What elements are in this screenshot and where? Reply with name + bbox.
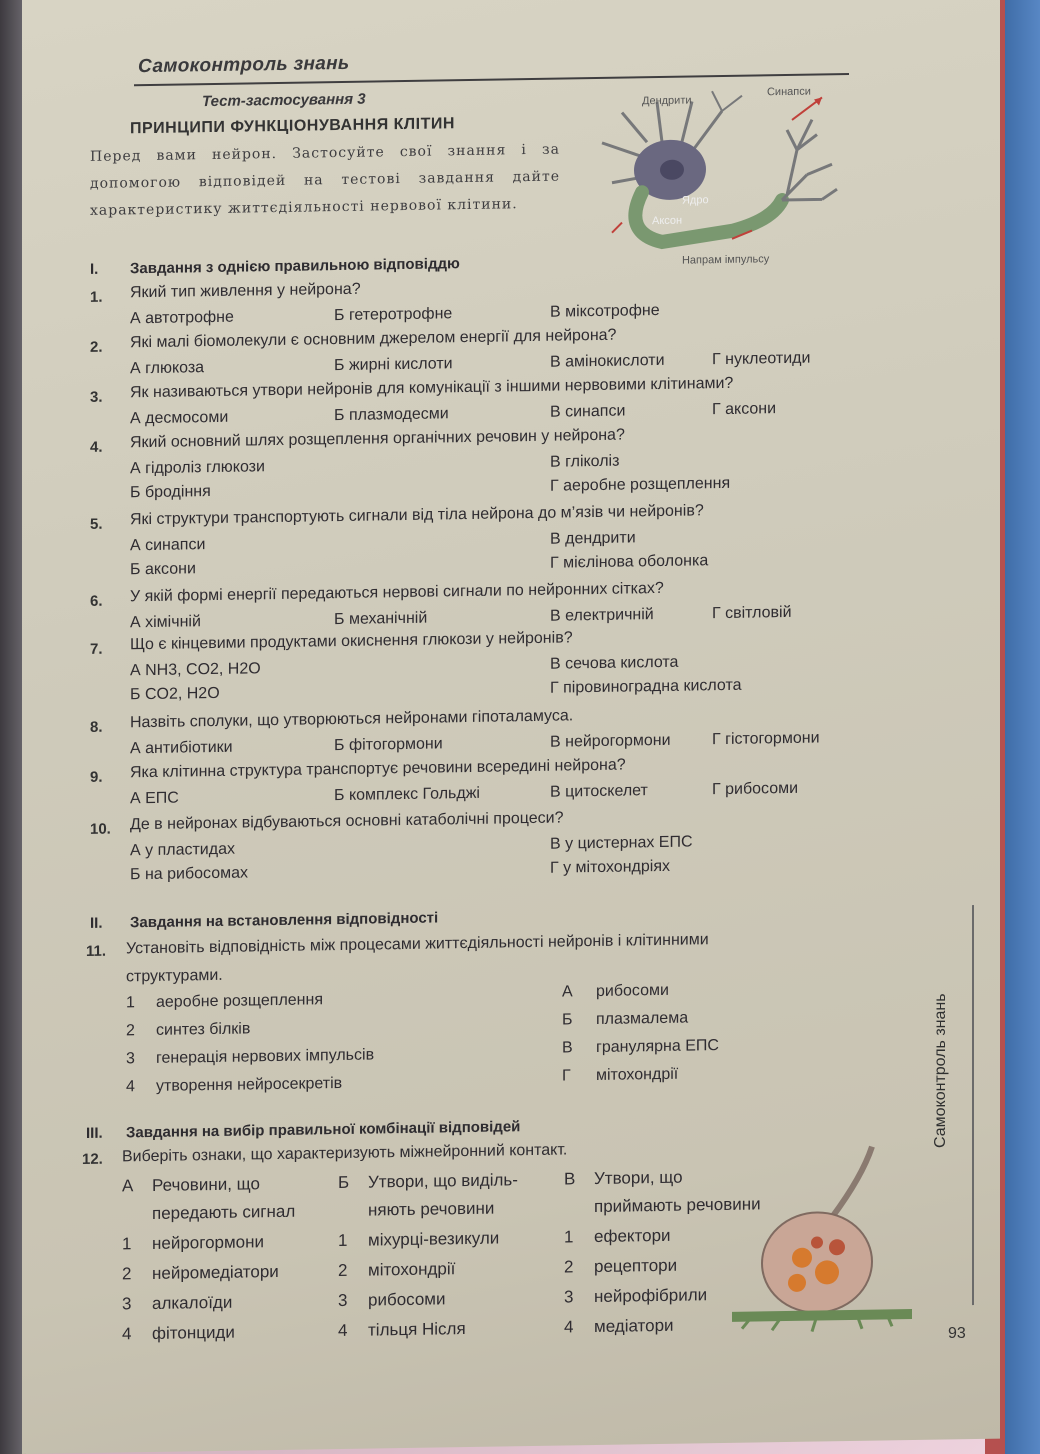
match-left-text: утворення нейросекретів [156, 1074, 343, 1095]
match-left-text: аеробне розщеплення [156, 991, 324, 1011]
book-cover-blue [1005, 0, 1040, 1454]
combo-item-text: алкалоїди [152, 1292, 233, 1313]
combo-item-number: 2 [564, 1257, 574, 1277]
answer-option-d: Г світловій [712, 603, 792, 623]
answer-option-b: Б жирні кислоти [334, 355, 453, 375]
answer-option-c: В електричній [550, 606, 654, 625]
topic-title: ПРИНЦИПИ ФУНКЦІОНУВАННЯ КЛІТИН [130, 115, 455, 138]
combo-column-heading: Речовини, що [152, 1174, 260, 1195]
match-right-text: мітохондрії [596, 1065, 679, 1084]
label-dendrites: Дендрити [642, 94, 692, 108]
match-right-text: рибосоми [596, 981, 669, 1000]
question-text: Які структури транспортують сигнали від тіла нейрона до м’язів чи нейронів? [130, 502, 704, 529]
combo-item-text: рибосоми [368, 1289, 446, 1310]
combo-item-number: 3 [564, 1287, 574, 1307]
q11-text-line2: структурами. [126, 966, 223, 986]
combo-item-text: нейрофібрили [594, 1285, 708, 1307]
match-left-number: 1 [126, 994, 135, 1012]
match-left-number: 2 [126, 1022, 135, 1040]
combo-item-number: 1 [122, 1234, 132, 1254]
question-text: Назвіть сполуки, що утворюються нейронами гіпоталамуса. [130, 707, 574, 732]
answer-option-b: Б аксони [130, 560, 196, 579]
question-text: Який основний шлях розщеплення органічних речовин у нейрона? [130, 426, 625, 452]
synapse-figure [722, 1136, 922, 1339]
combo-item-number: 1 [564, 1227, 574, 1247]
combo-item-number: 4 [122, 1324, 132, 1344]
sidebar-rule [972, 905, 974, 1305]
answer-option-d: Г у мітохондріях [550, 857, 670, 877]
answer-option-d: Г піровиноградна кислота [550, 676, 742, 697]
combo-column-letter: А [122, 1176, 134, 1196]
match-right-letter: А [562, 983, 573, 1001]
match-left-number: 3 [126, 1050, 135, 1068]
combo-item-text: нейрогормони [152, 1232, 265, 1253]
q12-number: 12. [82, 1150, 103, 1169]
answer-option-b: Б фітогормони [334, 735, 443, 755]
combo-item-text: фітонциди [152, 1322, 235, 1343]
answer-option-a: А у пластидах [130, 840, 235, 860]
answer-option-b: Б бродіння [130, 483, 211, 502]
question-text: Який тип живлення у нейрона? [130, 280, 361, 302]
question-number: 10. [90, 820, 111, 838]
neuron-figure [582, 79, 842, 273]
answer-option-a: А синапси [130, 536, 206, 555]
q11-number: 11. [86, 942, 107, 960]
label-axon: Аксон [652, 214, 683, 228]
answer-option-c: В міксотрофне [550, 301, 660, 321]
answer-option-a: А NH3, CO2, H2O [130, 660, 261, 680]
answer-option-c: В у цистернах ЕПС [550, 833, 693, 853]
answer-option-c: В цитоскелет [550, 782, 648, 801]
combo-column-heading: Утвори, що виділь- [368, 1170, 518, 1192]
combo-item-text: тільця Нісля [368, 1319, 466, 1340]
combo-column-letter: Б [338, 1172, 350, 1193]
match-right-letter: Б [562, 1011, 573, 1029]
match-left-text: синтез білків [156, 1020, 251, 1039]
match-left-text: генерація нервових імпульсів [156, 1046, 375, 1067]
part3-title: Завдання на вибір правильної комбінації відповідей [126, 1118, 521, 1142]
combo-item-number: 3 [338, 1290, 348, 1311]
question-number: 4. [90, 438, 103, 456]
question-text: Де в нейронах відбуваються основні катаболічні процеси? [130, 809, 564, 834]
answer-option-d: Г аеробне розщеплення [550, 474, 731, 495]
combo-item-number: 4 [564, 1317, 574, 1337]
question-number: 3. [90, 388, 103, 406]
match-right-letter: Г [562, 1067, 571, 1085]
match-left-number: 4 [126, 1078, 135, 1096]
answer-option-a: А десмосоми [130, 408, 229, 428]
intro-text: Перед вами нейрон. Застосуйте свої знання і за допомогою відповідей на тестові завдання дайте характеристику життєдіяльності нервової клітини. [90, 141, 560, 219]
question-number: 1. [90, 288, 103, 306]
answer-option-b: Б плазмодесми [334, 405, 449, 425]
part2-number: II. [90, 914, 103, 932]
combo-column-heading: Утвори, що [594, 1167, 683, 1189]
combo-item-text: міхурці-везикули [368, 1228, 500, 1250]
answer-option-c: В синапси [550, 402, 626, 421]
combo-column-heading: передають сигнал [152, 1201, 296, 1223]
label-nucleus: Ядро [682, 194, 709, 207]
answer-option-c: В нейрогормони [550, 731, 671, 751]
part1-title: Завдання з однією правильною відповіддю [130, 255, 460, 278]
answer-option-c: В сечова кислота [550, 653, 679, 673]
combo-column-heading: няють речовини [368, 1198, 495, 1220]
match-right-letter: В [562, 1039, 573, 1057]
answer-option-b: Б комплекс Гольджі [334, 784, 480, 805]
combo-item-text: медіатори [594, 1315, 674, 1337]
combo-item-text: ефектори [594, 1225, 671, 1247]
question-text: Яка клітинна структура транспортує речовини всередині нейрона? [130, 756, 626, 782]
answer-option-d: Г мієлінова оболонка [550, 552, 709, 572]
part3-number: III. [86, 1124, 103, 1142]
question-number: 9. [90, 768, 103, 786]
combo-column-heading: приймають речовини [594, 1194, 761, 1217]
combo-item-number: 2 [338, 1260, 348, 1281]
combo-item-number: 1 [338, 1230, 348, 1251]
answer-option-a: А хімічній [130, 613, 201, 632]
question-number: 8. [90, 718, 103, 736]
combo-item-number: 4 [338, 1320, 348, 1341]
answer-option-d: Г гістогормони [712, 729, 820, 749]
combo-item-number: 2 [122, 1264, 132, 1284]
answer-option-b: Б гетеротрофне [334, 305, 453, 325]
page-number: 93 [948, 1325, 966, 1342]
answer-option-a: А автотрофне [130, 308, 234, 328]
combo-column-letter: В [564, 1169, 576, 1189]
answer-option-a: А глюкоза [130, 359, 205, 378]
combo-item-text: нейромедіатори [152, 1261, 279, 1283]
answer-option-d: Г рибосоми [712, 779, 799, 799]
question-number: 6. [90, 592, 103, 610]
book-page [22, 0, 1000, 1454]
question-text: У якій формі енергії передаються нервові сигнали по нейронних сітках? [130, 579, 664, 606]
answer-option-d: Г аксони [712, 400, 777, 419]
test-label: Тест-застосування 3 [202, 90, 366, 111]
answer-option-a: А гідроліз глюкози [130, 458, 265, 478]
answer-option-c: В дендрити [550, 529, 636, 548]
answer-option-a: А ЕПС [130, 789, 179, 808]
combo-item-text: рецептори [594, 1255, 678, 1277]
match-right-text: плазмалема [596, 1009, 689, 1028]
answer-option-a: А антибіотики [130, 738, 233, 758]
combo-item-number: 3 [122, 1294, 132, 1314]
combo-item-text: мітохондрії [368, 1259, 456, 1280]
answer-option-b: Б на рибосомах [130, 864, 248, 884]
answer-option-d: Г нуклеотиди [712, 349, 811, 369]
q12-text: Виберіть ознаки, що характеризують міжнейронний контакт. [122, 1141, 568, 1166]
answer-option-b: Б CO2, H2O [130, 684, 220, 704]
q11-text-line1: Установіть відповідність між процесами життєдіяльності нейронів і клітинними [126, 931, 709, 958]
match-right-text: гранулярна ЕПС [596, 1037, 719, 1056]
label-synapses: Синапси [767, 85, 811, 99]
label-impulse-direction: Напрам імпульсу [682, 253, 770, 267]
question-text: Як називаються утвори нейронів для комунікації з іншими нервовими клітинами? [130, 374, 734, 402]
part2-title: Завдання на встановлення відповідності [130, 909, 439, 932]
answer-option-c: В гліколіз [550, 452, 620, 471]
question-text: Що є кінцевими продуктами окиснення глюкози у нейронів? [130, 629, 573, 654]
part1-number: I. [90, 260, 99, 278]
question-number: 5. [90, 515, 103, 533]
section-title: Самоконтроль знань [138, 52, 350, 78]
question-text: Які малі біомолекули є основним джерелом енергії для нейрона? [130, 326, 617, 352]
sidebar-label: Самоконтроль знань [932, 993, 949, 1148]
answer-option-c: В амінокислоти [550, 351, 665, 371]
answer-option-b: Б механічній [334, 609, 428, 629]
question-number: 7. [90, 640, 103, 658]
question-number: 2. [90, 338, 103, 356]
